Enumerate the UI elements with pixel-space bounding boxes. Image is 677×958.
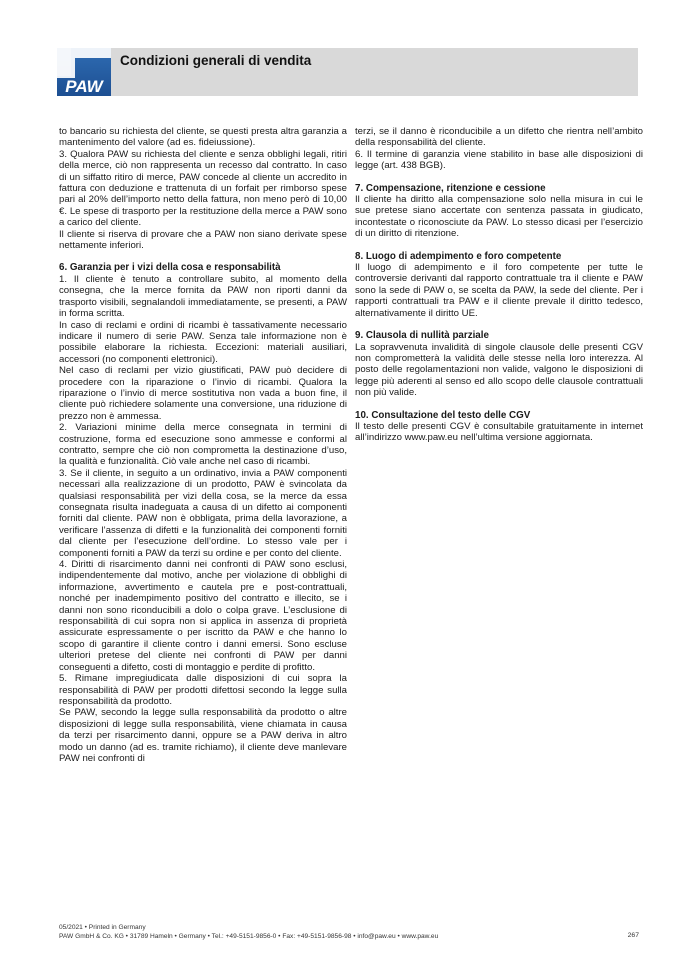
section-gap (355, 172, 643, 183)
logo-text: PAW (65, 77, 103, 96)
section-gap (355, 319, 643, 330)
paragraph: Se PAW, secondo la legge sulla responsabilità da prodotto o altre disposizioni di legge sulla responsabilità, viene chiamata in causa da terzi per risarcimento danni, oppure se a PAW deriva in altro modo un danno (ad es. tramite richiamo), il cliente deve manlevare PAW nei confronti di (59, 707, 347, 764)
paragraph: 1. Il cliente è tenuto a controllare subito, al momento della consegna, che la merce fornita da PAW non riporti danni da trasporto visibili, segnalandoli immediatamente, se presenti, a PAW in forma scritta. (59, 273, 347, 320)
paragraph: Il cliente si riserva di provare che a PAW non siano derivate spese nettamente inferiori. (59, 228, 347, 252)
paragraph: Il luogo di adempimento e il foro competente per tutte le controversie derivanti dal rapporto contrattuale tra il cliente e PAW sono la sede di PAW o, se scelta da PAW, la sede del cliente. Per i rapporti contrattuali tra PAW e il cliente prevale il diritto tedesco, alternativamente il diritto UE. (355, 262, 643, 319)
paragraph: 3. Qualora PAW su richiesta del cliente e senza obblighi legali, ritiri della merce, ciò non rappresenta un recesso dal contratto. In caso di un siffatto ritiro di merce, PAW concede al cliente un accredito in fattura con deduzione e trattenuta di un forfait per rimborso spese pari al 20% dell’importo netto della fattura, non meno però di 10,00 €. Le spese di trasporto per la restituzione della merce a PAW sono a carico del cliente. (59, 148, 347, 229)
right-column (355, 126, 643, 444)
section-gap (355, 240, 643, 251)
page-title: Condizioni generali di vendita (120, 53, 312, 68)
section-heading: 10. Consultazione del testo delle CGV (355, 409, 531, 421)
paragraph: to bancario su richiesta del cliente, se questi presta altra garanzia a mantenimento del valore (ad es. fideiussione). (59, 126, 347, 149)
paragraph: La sopravvenuta invalidità di singole clausole delle presenti CGV non comprometterà la validità delle stesse nella loro interezza. Al posto delle regolamentazioni non valide, valgono le disposizioni di legge più aderenti al senso ed allo scopo delle clausole contrattuali non più valide. (355, 341, 643, 399)
paragraph: 3. Se il cliente, in seguito a un ordinativo, invia a PAW componenti necessari alla realizzazione di un prodotto, PAW è svincolata da qualsiasi responsabilità per vizi della cosa, se la merce da essa consegnata risulta inadeguata a causa di un difetto ai componenti forniti dal cliente. PAW non è obbligata, prima della lavorazione, a verificare l’assenza di difetti e la funzionalità dei componenti forniti dal cliente per l’esecuzione dell’ordine. Lo stesso vale per i componenti forniti a PAW da terzi su ordine e per conto del cliente. (59, 467, 347, 559)
section-gap (355, 399, 643, 410)
page-number: 267 (627, 932, 639, 939)
paragraph: Il cliente ha diritto alla compensazione solo nella misura in cui le sue pretese siano accertate con sentenza passata in giudicato, incontestate o riconosciute da PAW. Lo stesso dicasi per l’esercizio di un diritto di ritenzione. (355, 194, 643, 240)
footer-print-info: 05/2021 • Printed in Germany (59, 924, 146, 931)
section-heading: 9. Clausola di nullità parziale (355, 330, 489, 342)
paragraph: Nel caso di reclami per vizio giustificati, PAW può decidere di procedere con la riparazione o l’invio di ricambi. Qualora la riparazione o l’invio di merce sostitutiva non vada a buon fine, il cliente può richiedere solamente una conversione, una riduzione di prezzo non è ammessa. (59, 365, 347, 422)
section-gap (59, 251, 347, 262)
footer (59, 923, 639, 941)
paragraph: In caso di reclami e ordini di ricambi è tassativamente necessario indicare il numero di serie PAW. Senza tale informazione non è possibile elaborare la richiesta. Eccezioni: materiali ausiliari, accessori (no componenti elettronici). (59, 319, 347, 365)
paragraph: 4. Diritti di risarcimento danni nei confronti di PAW sono esclusi, indipendentemente dal motivo, anche per violazione di obblighi di informazione, avvertimento e cautela pre e post-contrattuali, nonché per inadempimento positivo del contratto e illecito, se i danni non sono riconducibili a dolo o colpa grave. L’esclusione di responsabilità di cui sopra non si applica in assenza di proprietà assicurate espressamente o per iscritto da PAW e che hanno lo scopo di garantire il cliente contro i danni emersi. Sono escluse ulteriori pretese del cliente nei confronti di PAW per danni conseguenti a difetto, costi di montaggio e perdite di profitto. (59, 559, 347, 673)
section-heading: 8. Luogo di adempimento e foro competente (355, 250, 562, 262)
section-heading: 7. Compensazione, ritenzione e cessione (355, 182, 546, 194)
footer-company-info: PAW GmbH & Co. KG • 31789 Hameln • Germany • Tel.: +49-5151-9856-0 • Fax: +49-5151-9856-98 • info@paw.eu • www.paw.eu (59, 933, 439, 940)
paragraph: 5. Rimane impregiudicata dalle disposizioni di cui sopra la responsabilità di PAW per prodotti difettosi secondo la legge sulla responsabilità da prodotto. (59, 673, 347, 707)
paragraph: terzi, se il danno è riconducibile a un difetto che rientra nell’ambito della responsabilità del cliente. (355, 126, 643, 149)
paragraph: 6. Il termine di garanzia viene stabilito in base alle disposizioni di legge (art. 438 BGB). (355, 148, 643, 172)
paw-logo (57, 48, 111, 96)
paragraph: 2. Variazioni minime della merce consegnata in termini di costruzione, forma ed esecuzione sono ammesse e conformi al contratto, sempre che ciò non comprometta la destinazione d’uso, la qualità e funzionalità. Ciò vale anche nel caso di ricambi. (59, 422, 347, 468)
section-heading: 6. Garanzia per i vizi della cosa e responsabilità (59, 262, 281, 274)
left-column (59, 126, 347, 764)
paragraph: Il testo delle presenti CGV è consultabile gratuitamente in internet all’indirizzo www.paw.eu nell’ultima versione aggiornata. (355, 420, 643, 444)
paw-logo-icon (57, 48, 111, 96)
